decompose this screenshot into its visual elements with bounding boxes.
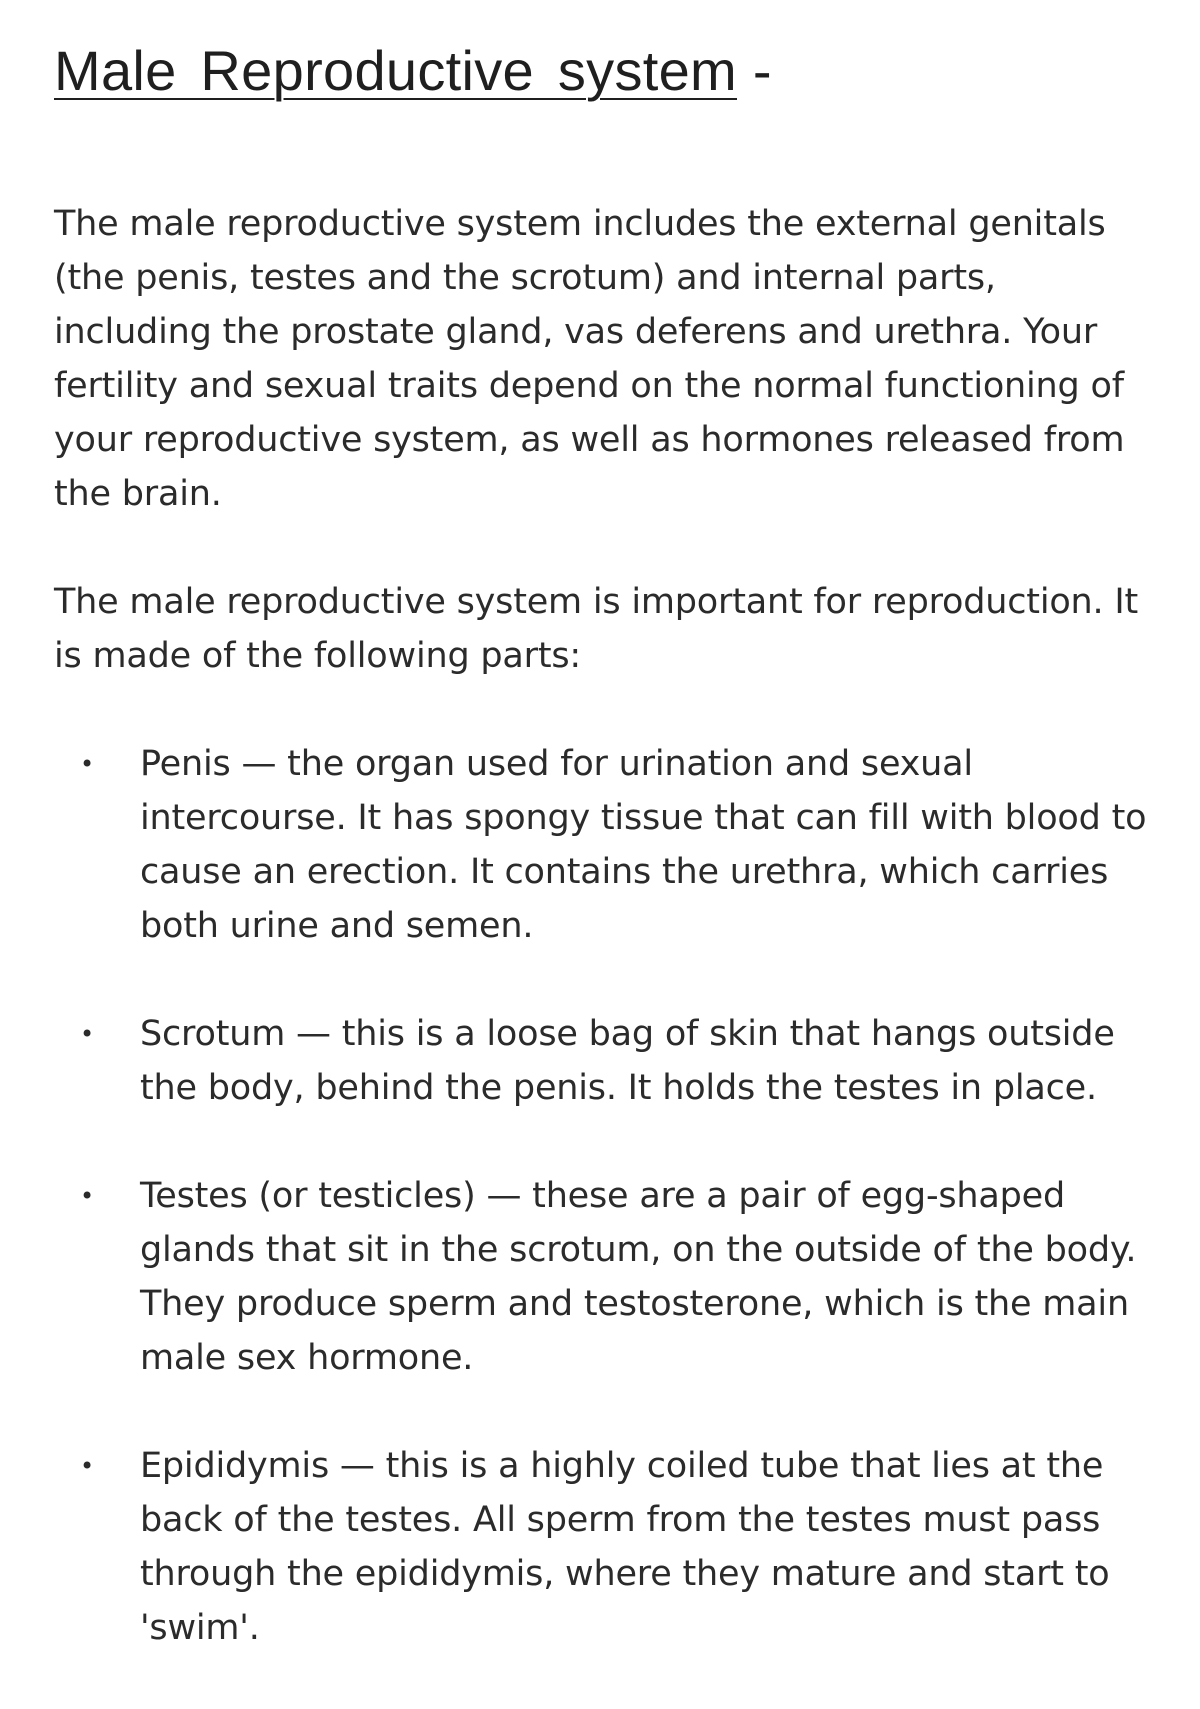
list-item-scrotum [54,1007,1164,1115]
list-item-text: Testes (or testicles) — these are a pair of egg-shaped glands that sit in the scrotum, on the outside of the body. They produce sperm and testosterone, which is the main male sex hormone. [140,1176,1137,1378]
bullet-icon: • [80,1020,94,1048]
bullet-icon: • [80,1182,94,1210]
bullet-icon: • [80,1452,94,1480]
document-page [54,30,1164,1709]
list-item-text: Scrotum — this is a loose bag of skin that hangs outside the body, behind the penis. It holds the testes in place. [140,1014,1115,1108]
list-item-text: Penis — the organ used for urination and sexual intercourse. It has spongy tissue that can fill with blood to cause an erection. It contains the urethra, which carries both urine and semen. [140,744,1147,946]
intro-paragraph: The male reproductive system includes the external genitals (the penis, testes and the scrotum) and internal parts, including the prostate gland, vas deferens and urethra. Your fertility and sexual traits depend on the normal functioning of your reproductive system, as well as hormones released from the brain. [54,204,1125,514]
list-item-text: Epididymis — this is a highly coiled tube that lies at the back of the testes. All sperm from the testes must pass through the epididymis, where they mature and start to 'swim'. [140,1446,1110,1648]
parts-list [54,737,1164,1655]
page-title [54,30,1164,112]
parts-intro-paragraph: The male reproductive system is important for reproduction. It is made of the following parts: [54,582,1139,676]
title-text: Male Reproductive system [54,39,738,102]
title-dash: - [737,39,772,102]
list-item-penis [54,737,1164,953]
list-item-epididymis [54,1439,1164,1655]
list-item-testes [54,1169,1164,1385]
bullet-icon: • [80,750,94,778]
